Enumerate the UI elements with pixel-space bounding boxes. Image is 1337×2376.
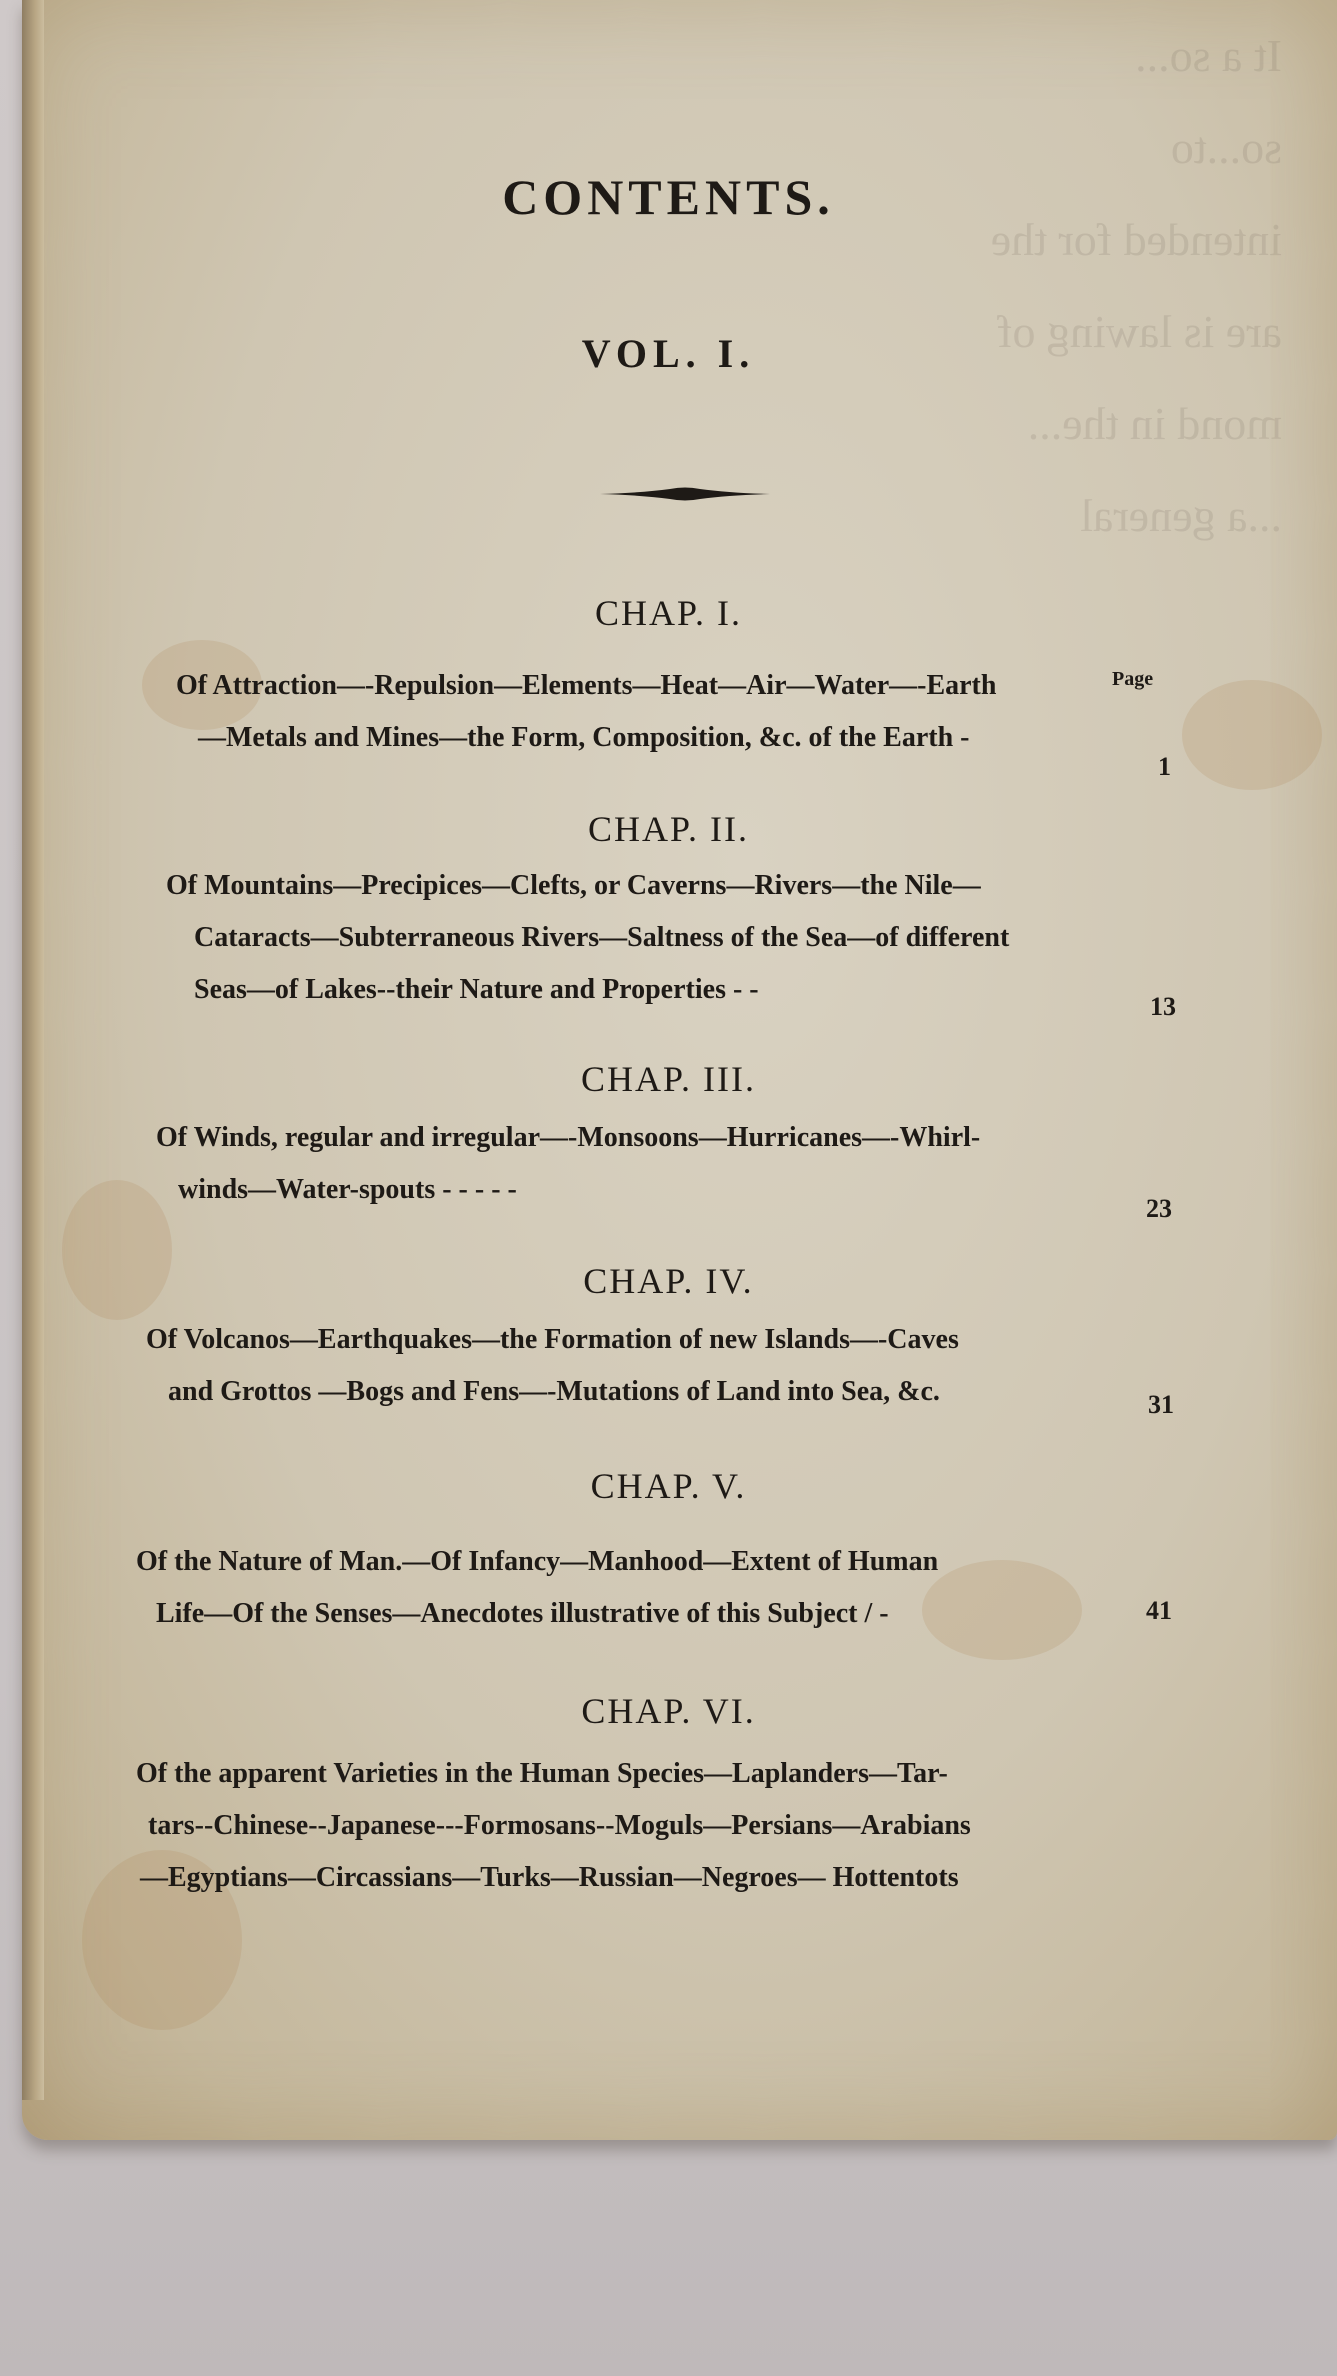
description-line: —Egyptians—Circassians—Turks—Russian—Negroes— Hottentots <box>140 1862 959 1893</box>
description-line: Of the Nature of Man.—Of Infancy—Manhood—Extent of Human <box>136 1546 939 1577</box>
contents-title: CONTENTS. <box>502 169 835 225</box>
bleed-through-text: It a so... so...to intended for the are is lawing of mond in the... ...a general <box>990 30 1282 541</box>
page-number: 23 <box>1146 1194 1172 1223</box>
page-number: 13 <box>1150 992 1176 1021</box>
description-line: Of Mountains—Precipices—Clefts, or Caverns—Rivers—the Nile— <box>166 870 981 901</box>
page-number: 41 <box>1146 1596 1172 1625</box>
description-line: Of Volcanos—Earthquakes—the Formation of new Islands—-Caves <box>146 1324 959 1355</box>
chapter-description <box>146 1314 959 1418</box>
chapter-heading: CHAP. IV. <box>583 1261 754 1301</box>
foxing-stain <box>1182 680 1322 790</box>
description-line: Cataracts—Subterraneous Rivers—Saltness of the Sea—of different <box>194 922 1010 953</box>
chapter-heading: CHAP. VI. <box>581 1691 756 1731</box>
description-line: Seas—of Lakes--their Nature and Properties - - <box>194 974 759 1005</box>
description-line: —Metals and Mines—the Form, Composition, &c. of the Earth - <box>198 722 970 753</box>
description-line: Of Attraction—-Repulsion—Elements—Heat—Air—Water—-Earth <box>176 670 997 701</box>
volume-heading: VOL. I. <box>581 331 756 376</box>
chapter-heading: CHAP. III. <box>580 1059 756 1099</box>
description-line: and Grottos —Bogs and Fens—-Mutations of Land into Sea, &c. <box>168 1376 940 1407</box>
chapter-heading: CHAP. II. <box>587 809 749 849</box>
ornament-rule-icon <box>600 486 770 502</box>
description-line: Of Winds, regular and irregular—-Monsoons—Hurricanes—-Whirl- <box>156 1122 981 1153</box>
chapter-heading: CHAP. V. <box>590 1466 747 1506</box>
chapter-description <box>156 1112 980 1216</box>
description-line: winds—Water-spouts - - - - - <box>178 1174 517 1205</box>
page-number: 31 <box>1148 1390 1174 1419</box>
page-number: 1 <box>1158 752 1171 781</box>
description-line: tars--Chinese--Japanese---Formosans--Moguls—Persians—Arabians <box>148 1810 971 1841</box>
description-line: Life—Of the Senses—Anecdotes illustrative of this Subject / - <box>156 1598 889 1629</box>
page-column-label: Page <box>1112 668 1154 690</box>
page-spine-edge <box>22 0 44 2100</box>
description-line: Of the apparent Varieties in the Human Species—Laplanders—Tar- <box>136 1758 948 1789</box>
chapter-description <box>136 1748 971 1904</box>
chapter-description <box>166 860 1010 1016</box>
chapter-description <box>136 1536 938 1640</box>
chapter-heading: CHAP. I. <box>594 593 743 633</box>
chapter-description <box>176 660 996 764</box>
